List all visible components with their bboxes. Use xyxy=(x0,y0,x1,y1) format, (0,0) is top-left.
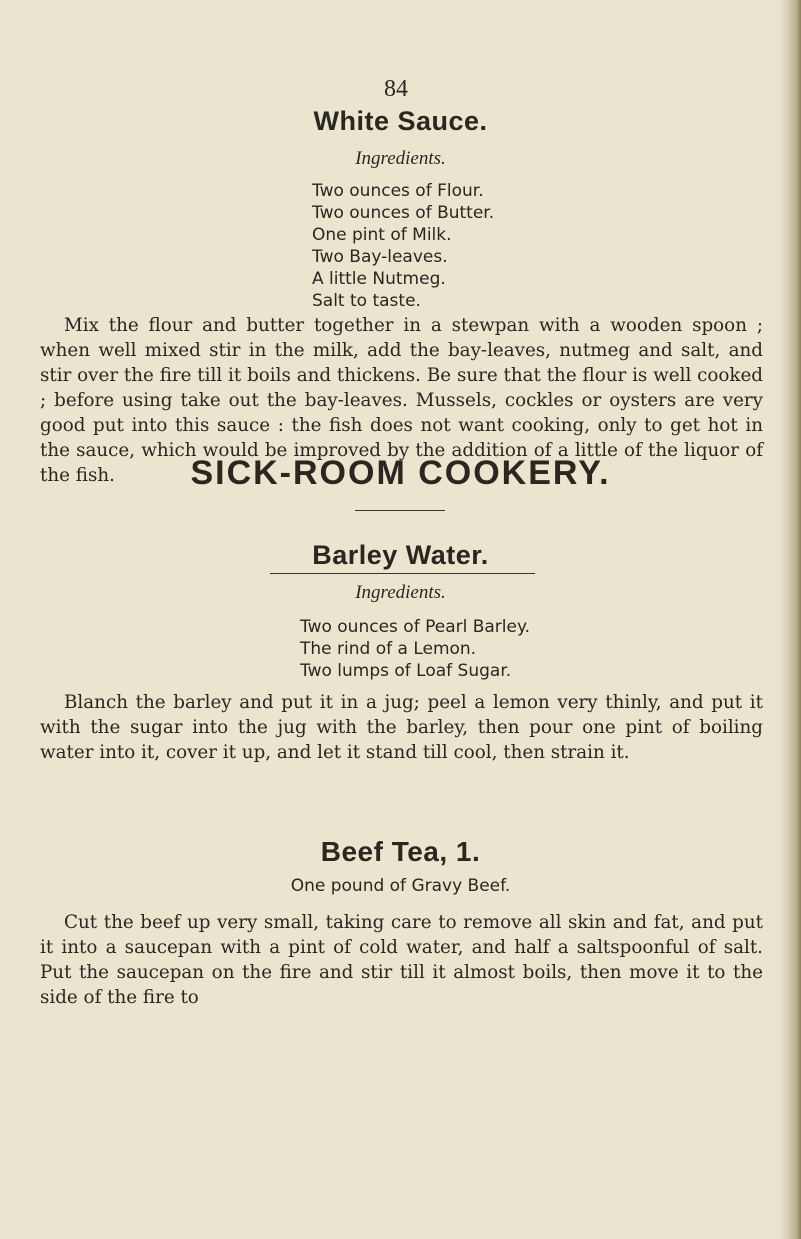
recipe-title-barley-water: Barley Water. xyxy=(312,540,489,570)
recipe-title-white-sauce: White Sauce. xyxy=(313,106,488,136)
ingredient-item: Two ounces of Flour. xyxy=(312,181,484,201)
ingredient-item: One pound of Gravy Beef. xyxy=(290,876,511,896)
ingredient-item: The rind of a Lemon. xyxy=(300,639,477,659)
recipe-title-beef-tea: Beef Tea, 1. xyxy=(320,836,481,867)
ingredient-item: Salt to taste. xyxy=(312,291,421,311)
ingredient-item: A little Nutmeg. xyxy=(312,269,446,289)
ingredient-item: Two Bay-leaves. xyxy=(312,247,448,267)
section-title: SICK-ROOM COOKERY. xyxy=(190,454,611,492)
page-edge xyxy=(779,0,801,1239)
page-number: 84 xyxy=(384,76,408,102)
method-paragraph-barley-water: Blanch the barley and put it in a jug; peel a lemon very thinly, and put it with the sugar into the jug with the barley, then pour one pint of boiling water into it, cover it up, and let it stand till cool, then strain it. xyxy=(40,692,763,763)
ingredients-list-barley-water xyxy=(300,616,530,682)
method-paragraph-white-sauce: Mix the flour and butter together in a stewpan with a wooden spoon ; when well mixed stir in the milk, add the bay-leaves, nutmeg and salt, and stir over the fire till it boils and thickens. Be sure that the flour is well cooked ; before using take out the bay-leaves. Mussels, cockles or oysters are very good put into this sauce : the fish does not want cooking, only to get hot in the sauce, which would be improved by the addition of a little of the liquor of the fish. xyxy=(40,315,763,486)
method-paragraph-beef-tea: Cut the beef up very small, taking care to remove all skin and fat, and put it into a saucepan with a pint of cold water, and half a saltspoonful of salt. Put the saucepan on the fire and stir till it almost boils, then move it to the side of the fire to xyxy=(40,912,763,1008)
ingredients-label: Ingredients. xyxy=(355,582,446,603)
ingredient-item: One pint of Milk. xyxy=(312,225,452,245)
ingredients-list-white-sauce xyxy=(312,180,494,312)
divider-rule xyxy=(270,573,535,574)
ingredient-item: Two lumps of Loaf Sugar. xyxy=(300,661,512,681)
ingredient-item: Two ounces of Butter. xyxy=(312,203,495,223)
ingredients-label: Ingredients. xyxy=(355,148,446,169)
ingredient-item: Two ounces of Pearl Barley. xyxy=(300,617,531,637)
divider-rule-short xyxy=(355,510,445,511)
